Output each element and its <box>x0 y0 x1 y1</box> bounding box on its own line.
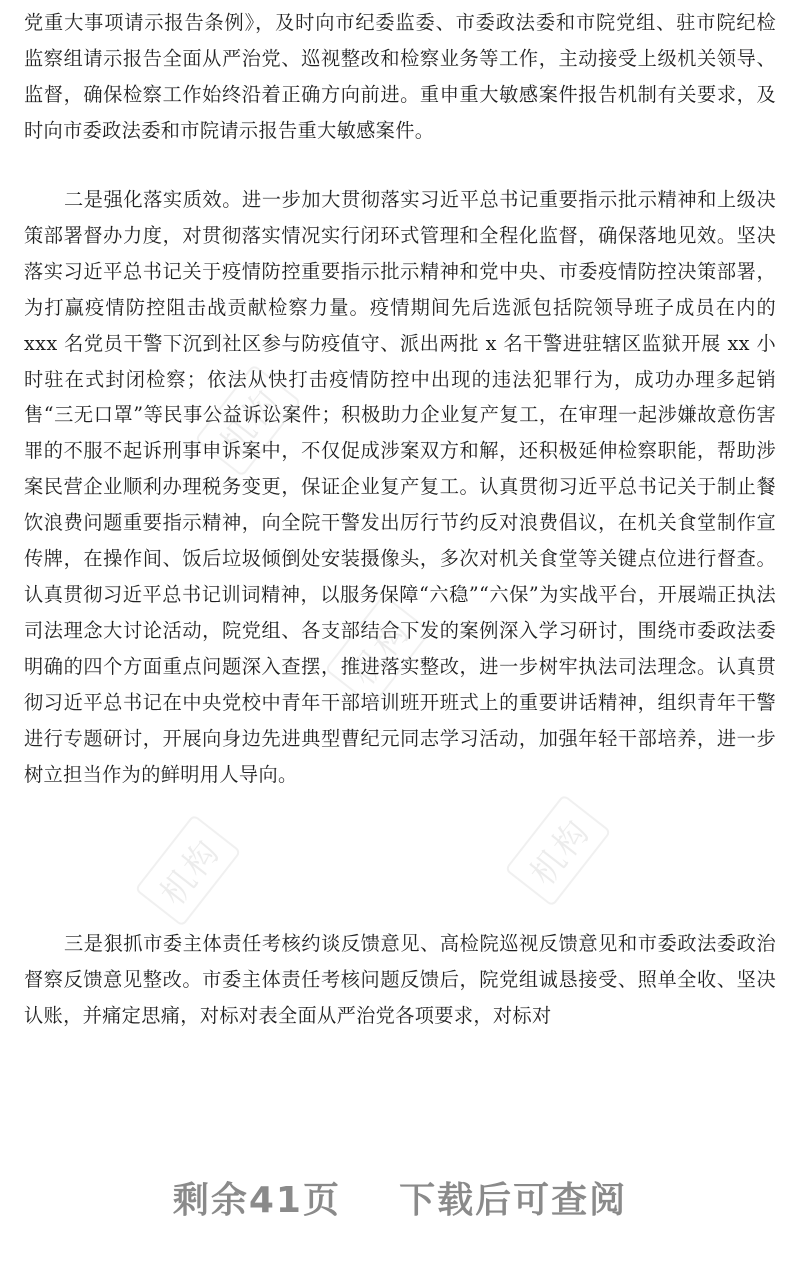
paragraph-implementation: 二是强化落实质效。进一步加大贯彻落实习近平总书记重要指示批示精神和上级决策部署督办力度，对贯彻落实情况实行闭环式管理和全程化监督，确保落地见效。坚决落实习近平总书记关于疫情防控重要指示批示精神和党中央、市委疫情防控决策部署，为打赢疫情防控阻击战贡献检察力量。疫情期间先后选派包括院领导班子成员在内的 xxx 名党员干警下沉到社区参与防疫值守、派出两批 x 名干警进驻辖区监狱开展 xx 小时驻在式封闭检察；依法从快打击疫情防控中出现的违法犯罪行为，成功办理多起销售“三无口罩”等民事公益诉讼案件；积极助力企业复产复工，在审理一起涉嫌故意伤害罪的不服不起诉刑事申诉案中，不仅促成涉案双方和解，还积极延伸检察职能，帮助涉案民营企业顺利办理税务变更，保证企业复产复工。认真贯彻习近平总书记关于制止餐饮浪费问题重要指示精神，向全院干警发出厉行节约反对浪费倡议，在机关食堂制作宣传牌，在操作间、饭后垃圾倾倒处安装摄像头，多次对机关食堂等关键点位进行督查。认真贯彻习近平总书记训词精神，以服务保障“六稳”“六保”为实战平台，开展端正执法司法理念大讨论活动，院党组、各支部结合下发的案例深入学习研讨，围绕市委政法委明确的四个方面重点问题深入查摆，推进落实整改，进一步树牢执法司法理念。认真贯彻习近平总书记在中央党校中青年干部培训班开班式上的重要讲话精神，组织青年干警进行专题研讨，开展向身边先进典型曹纪元同志学习活动，加强年轻干部培养，进一步树立担当作为的鲜明用人导向。 <box>24 188 776 786</box>
watermark: 机构 <box>194 364 301 477</box>
paragraph-rectification: 三是狠抓市委主体责任考核约谈反馈意见、高检院巡视反馈意见和市委政法委政治督察反馈意见整改。市委主体责任考核问题反馈后，院党组诚恳接受、照单全收、坚决认账，并痛定思痛，对标对表全面从严治党各项要求，对标对 <box>24 932 776 1027</box>
watermark: 机构 <box>134 814 241 927</box>
download-hint-label: 下载后可查阅 <box>399 1180 628 1221</box>
download-banner[interactable] <box>0 1172 800 1223</box>
watermark: 机构 <box>324 594 431 707</box>
watermark: 机构 <box>504 794 611 907</box>
paragraph-continued: 党重大事项请示报告条例》，及时向市纪委监委、市委政法委和市院党组、驻市院纪检监察组请示报告全面从严治党、巡视整改和检察业务等工作，主动接受上级机关领导、监督，确保检察工作始终沿着正确方向前进。重申重大敏感案件报告机制有关要求，及时向市委政法委和市院请示报告重大敏感案件。 <box>24 11 776 142</box>
remaining-pages-label: 剩余41页 <box>172 1180 341 1221</box>
